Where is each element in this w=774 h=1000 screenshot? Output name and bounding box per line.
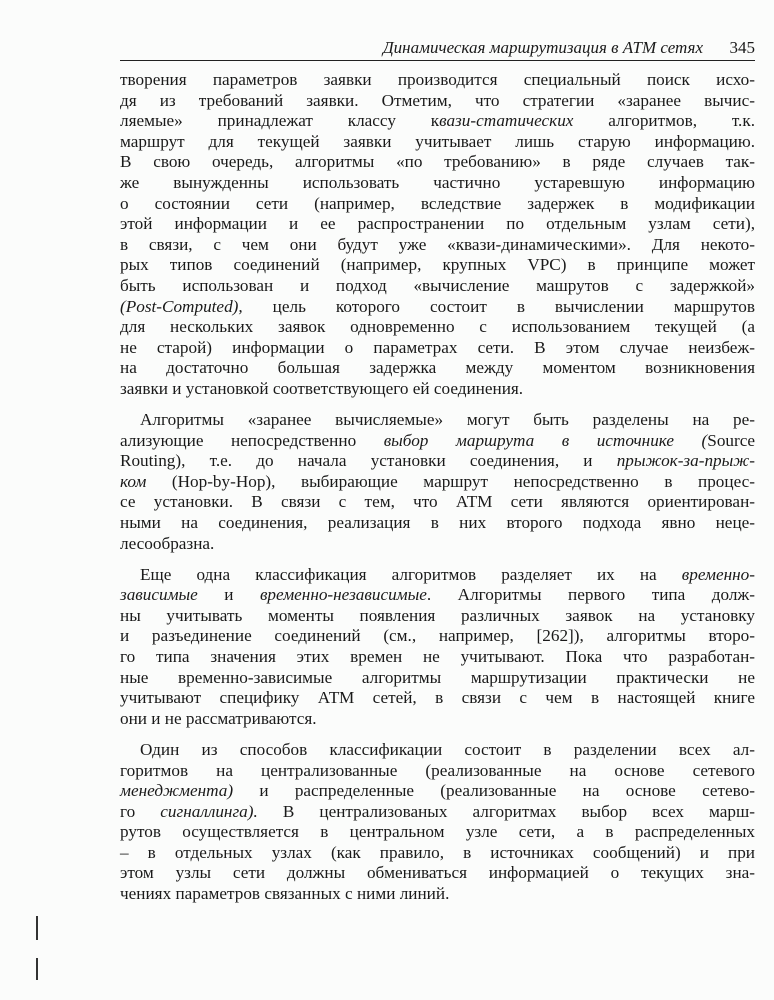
text: они и не рассматриваются.: [120, 708, 317, 728]
text-line: [120, 843, 755, 864]
text-line: [120, 235, 755, 256]
italic-text: временно-: [681, 564, 755, 584]
paragraph: [120, 740, 755, 905]
page-body: [120, 70, 755, 915]
text: на достаточно большая задержка между моментом возникновения: [120, 358, 755, 378]
running-title: Динамическая маршрутизация в АТМ сетях: [382, 38, 703, 57]
text-line: [120, 761, 755, 782]
scan-margin-mark: [36, 916, 38, 940]
text-line: [120, 585, 755, 606]
text-line: [120, 410, 755, 431]
text: се установки. В связи с тем, что АТМ сети являются ориентирован-: [120, 492, 755, 512]
italic-text: временно-независимые: [259, 585, 427, 605]
text-line: [120, 214, 755, 235]
italic-text: сигналлинга).: [160, 801, 258, 821]
text: чениях параметров связанных с ними линий.: [120, 884, 450, 904]
text: маршрут для текущей заявки учитывает лишь старую информацию.: [120, 131, 755, 151]
text-line: [120, 740, 755, 761]
text: В свою очередь, алгоритмы «по требованию» в ряде случаев так-: [120, 152, 755, 172]
text-line: [120, 534, 755, 555]
text-line: [120, 884, 755, 905]
text-line: [120, 451, 755, 472]
text: В централизованых алгоритмах выбор всех марш-: [257, 801, 755, 821]
text: . Алгоритмы первого типа долж-: [426, 585, 755, 605]
text-line: [120, 297, 755, 318]
italic-text: прыжок-за-прыж-: [616, 451, 755, 471]
italic-text: выбор маршрута в источнике (: [383, 430, 708, 450]
text-line: [120, 513, 755, 534]
text-line: [120, 688, 755, 709]
text: быть использован и подход «вычисление машрутов с задержкой»: [120, 275, 755, 295]
text: ализующие непосредственно: [120, 430, 384, 450]
text: Еще одна классификация алгоритмов разделяет их на: [140, 564, 682, 584]
text: же вынужденны использовать частично устаревшую информацию: [120, 172, 755, 192]
text-line: [120, 802, 755, 823]
text-line: [120, 431, 755, 452]
text-line: [120, 709, 755, 730]
text: творения параметров заявки производится специальный поиск исхо-: [120, 70, 755, 89]
text: дя из требований заявки. Отметим, что стратегии «заранее вычис-: [120, 90, 755, 110]
text-line: [120, 255, 755, 276]
text: и разъединение соединений (см., например, [262]), алгоритмы второ-: [120, 626, 755, 646]
text: (Hop-by-Hop), выбирающие маршрут непосредственно в процес-: [146, 471, 755, 491]
text: алгоритмов, т.к.: [573, 111, 755, 131]
text-line: [120, 626, 755, 647]
italic-text: ком: [120, 471, 147, 491]
italic-text: менеджмента): [120, 781, 234, 801]
text: го: [120, 801, 161, 821]
text-line: [120, 173, 755, 194]
text-line: [120, 668, 755, 689]
text-line: [120, 111, 755, 132]
text-line: [120, 379, 755, 400]
text: для нескольких заявок одновременно с использованием текущей (а: [120, 317, 755, 337]
text: заявки и установкой соответствующего ей соединения.: [120, 378, 524, 398]
scan-margin-mark: [36, 958, 38, 980]
paragraph: [120, 565, 755, 730]
text: этой информации и ее распространении по отдельным узлам сети),: [120, 214, 755, 234]
text: ны учитывать моменты появления различных заявок на установку: [120, 605, 755, 625]
paragraph: [120, 70, 755, 400]
text: ные временно-зависимые алгоритмы маршрутизации практически не: [120, 667, 755, 687]
text: не старой) информации о параметрах сети. В этом случае неизбеж-: [120, 337, 755, 357]
text-line: [120, 565, 755, 586]
text-line: [120, 647, 755, 668]
text: Алгоритмы «заранее вычисляемые» могут быть разделены на ре-: [140, 410, 755, 429]
text: горитмов на централизованные (реализованные на основе сетевого: [120, 760, 755, 780]
italic-text: (Post-Computed),: [120, 296, 243, 316]
text: Один из способов классификации состоит в разделении всех ал-: [140, 739, 755, 759]
text: ляемые» принадлежат классу к: [120, 111, 440, 131]
text: Source: [707, 430, 756, 450]
text-line: [120, 91, 755, 112]
text: в связи, с чем они будут уже «квази-динамическими». Для некото-: [120, 234, 755, 254]
text-line: [120, 781, 755, 802]
text-line: [120, 492, 755, 513]
page-number: 345: [729, 38, 755, 57]
text: и распределенные (реализованные на основе сетево-: [233, 781, 755, 801]
text: го типа значения этих времен не учитывают. Пока что разработан-: [120, 647, 755, 667]
text-line: [120, 338, 755, 359]
italic-text: вази-статических: [439, 111, 574, 131]
text-line: [120, 194, 755, 215]
text: и: [197, 585, 260, 605]
text-line: [120, 317, 755, 338]
text: рых типов соединений (например, крупных VPC) в принципе может: [120, 255, 755, 275]
italic-text: зависимые: [120, 585, 198, 605]
text-line: [120, 822, 755, 843]
text-line: [120, 132, 755, 153]
text: Routing), т.е. до начала установки соединения, и: [120, 451, 617, 471]
text: рутов осуществляется в центральном узле сети, а в распределенных: [120, 822, 755, 842]
text-line: [120, 276, 755, 297]
text: ными на соединения, реализация в них второго подхода явно неце-: [120, 512, 755, 532]
running-header: [120, 36, 755, 61]
text: лесообразна.: [120, 533, 215, 553]
text: этом узлы сети должны обмениваться информацией о текущих зна-: [120, 863, 755, 883]
paragraph: [120, 410, 755, 554]
text-line: [120, 152, 755, 173]
text: – в отдельных узлах (как правило, в источниках сообщений) и при: [120, 842, 755, 862]
text-line: [120, 606, 755, 627]
text: учитывают специфику АТМ сетей, в связи с чем в настоящей книге: [120, 688, 755, 708]
text: цель которого состоит в вычислении маршрутов: [242, 296, 755, 316]
text-line: [120, 70, 755, 91]
text: о состоянии сети (например, вследствие задержек в модификации: [120, 193, 755, 213]
text-line: [120, 863, 755, 884]
text-line: [120, 472, 755, 493]
text-line: [120, 358, 755, 379]
